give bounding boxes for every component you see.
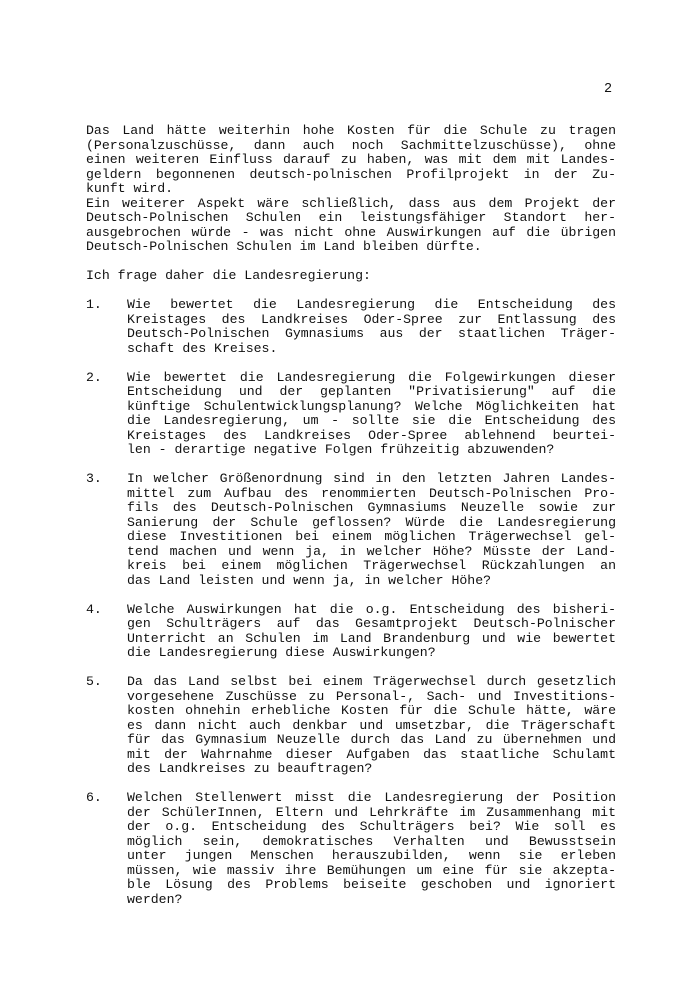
paragraph-spacer xyxy=(86,356,616,371)
text-line: der o.g. Entscheidung des Schulträgers bei? Wie soll es xyxy=(127,819,616,834)
text-line: tend machen und wenn ja, in welcher Höhe? Müsste der Land- xyxy=(127,543,616,559)
question-text xyxy=(127,603,616,661)
question-text xyxy=(127,791,616,907)
text-line: len - derartige negative Folgen frühzeitig abzuwenden? xyxy=(127,442,555,457)
text-line: es dann nicht auch denkbar und umsetzbar, die Trägerschaft xyxy=(127,717,616,733)
text-line: Da das Land selbst bei einem Trägerwechsel durch gesetzlich xyxy=(127,674,616,689)
text-line: ausgebrochen würde - was nicht ohne Auswirkungen auf die übrigen xyxy=(86,224,616,240)
text-line: Deutsch-Polnischen Schulen ein leistungsfähiger Standort her- xyxy=(86,210,616,225)
text-line: Entscheidung und der geplanten "Privatisierung" auf die xyxy=(127,384,616,399)
text-line: Das Land hätte weiterhin hohe Kosten für die Schule zu tragen xyxy=(86,123,616,138)
text-line: möglich sein, demokratisches Verhalten und Bewusstsein xyxy=(127,833,616,849)
text-line: kunft wird. xyxy=(86,181,174,196)
text-line: vorgesehene Zuschüsse zu Personal-, Sach- und Investitions- xyxy=(127,688,616,704)
question-item xyxy=(86,675,616,777)
text-line: Sanierung der Schule geflossen? Würde die Landesregierung xyxy=(127,514,616,530)
question-item xyxy=(86,791,616,907)
question-item xyxy=(86,298,616,356)
text-line: die Landesregierung diese Auswirkungen? xyxy=(127,645,436,660)
text-line: das Land leisten und wenn ja, in welcher Höhe? xyxy=(127,572,492,588)
text-line: unter jungen Menschen herauszubilden, wenn sie erleben xyxy=(127,848,616,863)
paragraph-spacer xyxy=(86,777,616,792)
intro-paragraph xyxy=(86,124,616,255)
text-line: einen weiteren Einfluss darauf zu haben, was mit dem mit Landes- xyxy=(86,152,616,167)
text-line: mit der Wahrnahme dieser Aufgaben das staatliche Schulamt xyxy=(127,746,616,762)
text-line: ble Lösung des Problems beiseite geschoben und ignoriert xyxy=(127,877,616,892)
text-line: künftige Schulentwicklungsplanung? Welche Möglichkeiten hat xyxy=(127,398,616,414)
question-number: 4. xyxy=(86,601,102,617)
text-line: fils des Deutsch-Polnischen Gymnasiums Neuzelle sowie zur xyxy=(127,500,616,515)
text-line: müssen, wie massiv ihre Bemühungen um eine für sie akzepta- xyxy=(127,862,616,878)
question-text xyxy=(127,675,616,777)
question-number: 5. xyxy=(86,674,102,689)
question-intro: Ich frage daher die Landesregierung: xyxy=(86,268,371,283)
question-text xyxy=(127,298,616,356)
paragraph-spacer xyxy=(86,588,616,603)
text-line: für das Gymnasium Neuzelle durch das Land zu übernehmen und xyxy=(127,732,616,747)
text-line: Kreistages des Landkreises Oder-Spree ablehnend beurtei- xyxy=(127,427,616,443)
text-line: der SchülerInnen, Eltern und Lehrkräfte im Zusammenhang mit xyxy=(127,804,616,820)
text-line: die Landesregierung, um - sollte sie die Entscheidung des xyxy=(127,413,616,428)
page-number: 2 xyxy=(604,82,613,97)
question-number: 1. xyxy=(86,297,102,312)
text-line: gen Schulträgers auf das Gesamtprojekt Deutsch-Polnischer xyxy=(127,616,616,631)
text-line: werden? xyxy=(127,891,183,907)
paragraph-spacer xyxy=(86,284,616,299)
text-line: mittel zum Aufbau des renommierten Deutsch-Polnischen Pro- xyxy=(127,485,616,501)
text-line: Deutsch-Polnischen Schulen im Land bleiben dürfte. xyxy=(86,239,482,254)
question-item xyxy=(86,603,616,661)
question-item xyxy=(86,472,616,588)
text-line: Wie bewertet die Landesregierung die Folgewirkungen dieser xyxy=(127,369,616,385)
question-item xyxy=(86,371,616,458)
document-body xyxy=(86,124,616,907)
text-line: Wie bewertet die Landesregierung die Entscheidung des xyxy=(127,297,616,312)
question-number: 3. xyxy=(86,471,102,486)
question-number: 6. xyxy=(86,790,102,805)
text-line: diese Investitionen bei einem möglichen Trägerwechsel gel- xyxy=(127,529,616,544)
question-text xyxy=(127,472,616,588)
question-number: 2. xyxy=(86,369,102,385)
text-line: kosten ohnehin erhebliche Kosten für die Schule hätte, wäre xyxy=(127,703,616,718)
text-line: In welcher Größenordnung sind in den letzten Jahren Landes- xyxy=(127,471,616,486)
text-line: Welche Auswirkungen hat die o.g. Entscheidung des bisheri- xyxy=(127,601,616,617)
text-line: kreis bei einem möglichen Trägerwechsel Rückzahlungen an xyxy=(127,558,616,573)
text-line: Deutsch-Polnischen Gymnasiums aus der staatlichen Träger- xyxy=(127,326,616,341)
text-line: (Personalzuschüsse, dann auch noch Sachmittelzuschüsse), ohne xyxy=(86,137,616,153)
text-line: Ein weiterer Aspekt wäre schließlich, dass aus dem Projekt der xyxy=(86,195,616,211)
paragraph-spacer xyxy=(86,255,616,270)
text-line: Unterricht an Schulen im Land Brandenburg und wie bewertet xyxy=(127,630,616,646)
text-line: schaft des Kreises. xyxy=(127,340,278,356)
text-line: Welchen Stellenwert misst die Landesregierung der Position xyxy=(127,790,616,805)
paragraph-spacer xyxy=(86,458,616,473)
text-line: geldern begonnenen deutsch-polnischen Profilprojekt in der Zu- xyxy=(86,166,616,182)
question-list xyxy=(86,298,616,907)
text-line: des Landkreises zu beauftragen? xyxy=(127,761,373,776)
text-line: Kreistages des Landkreises Oder-Spree zur Entlassung des xyxy=(127,311,616,327)
paragraph-spacer xyxy=(86,661,616,676)
question-text xyxy=(127,371,616,458)
